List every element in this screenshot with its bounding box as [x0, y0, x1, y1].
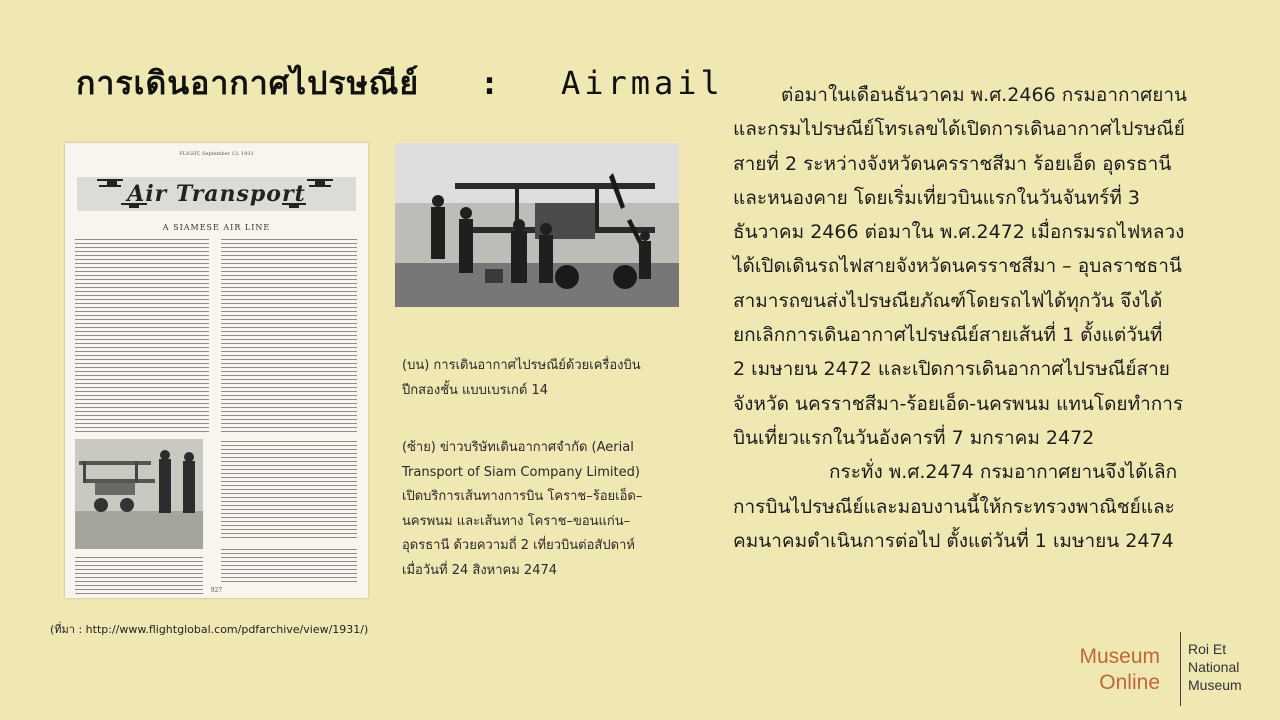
- clipping-banner: [77, 169, 356, 219]
- clipping-header: FLIGHT, September 13, 1931: [179, 151, 254, 157]
- body-line: ธันวาคม 2466 ต่อมาใน พ.ศ.2472 เมื่อกรมรถไฟหลวง: [733, 221, 1185, 244]
- clipping-text-column-right: [221, 237, 357, 435]
- body-line: คมนาคมดำเนินการต่อไป ตั้งแต่วันที่ 1 เมษายน 2474: [733, 529, 1174, 552]
- museum-online-logo: [1070, 630, 1270, 710]
- body-line: กระทั่ง พ.ศ.2474 กรมอากาศยานจึงได้เลิก: [829, 461, 1178, 484]
- caption-top-line: (บน) การเดินอากาศไปรษณีย์ด้วยเครื่องบิน: [402, 358, 641, 373]
- logo-divider: [1180, 632, 1181, 706]
- logo-sub-line: National: [1188, 659, 1240, 675]
- body-line: ยกเลิกการเดินอากาศไปรษณีย์สายเส้นที่ 1 ตั้งแต่วันที่: [733, 324, 1163, 347]
- body-line: สามารถขนส่งไปรษณียภัณฑ์โดยรถไฟได้ทุกวัน จึงได้: [733, 289, 1163, 312]
- source-citation: (ที่มา : http://www.flightglobal.com/pdfarchive/view/1931/): [50, 623, 369, 636]
- caption-left-line: เมื่อวันที่ 24 สิงหาคม 2474: [402, 562, 558, 578]
- body-paragraph-2: [733, 455, 1198, 558]
- caption-top-line: ปีกสองชั้น แบบเบรเกต์ 14: [402, 382, 549, 398]
- clipping-banner-text: Air Transport: [127, 181, 306, 207]
- body-line: การบินไปรษณีย์และมอบงานนี้ให้กระทรวงพาณิชย์และ: [733, 495, 1175, 518]
- clipping-subheading: A SIAMESE AIR LINE: [162, 223, 271, 232]
- caption-top-photo: [402, 354, 702, 403]
- logo-sub-text: [1188, 640, 1242, 694]
- body-line: 2 เมษายน 2472 และเปิดการเดินอากาศไปรษณีย์สาย: [733, 358, 1170, 381]
- caption-left-clipping: [402, 436, 702, 583]
- body-line: และกรมไปรษณีย์โทรเลขได้เปิดการเดินอากาศไปรษณีย์: [733, 118, 1185, 141]
- logo-main-line: Online: [1099, 671, 1160, 694]
- newspaper-clipping-image: [65, 143, 368, 598]
- body-line: และหนองคาย โดยเริ่มเที่ยวบินแรกในวันจันทร์ที่ 3: [733, 186, 1140, 209]
- breguet-biplane-photo: [395, 143, 679, 307]
- clipping-photo-caption: [221, 439, 357, 539]
- title-separator: :: [479, 64, 501, 102]
- logo-main-line: Museum: [1079, 645, 1160, 668]
- body-line: บินเที่ยวแรกในวันอังคารที่ 7 มกราคม 2472: [733, 426, 1095, 449]
- logo-main-text: [1079, 644, 1160, 696]
- caption-left-line: (ซ้าย) ข่าวบริษัทเดินอากาศจำกัด (Aerial: [402, 440, 634, 455]
- body-paragraph-1: [733, 78, 1198, 455]
- body-line: จังหวัด นครราชสีมา-ร้อยเอ็ด-นครพนม แทนโดยทำการ: [733, 392, 1184, 415]
- clipping-text-bottom: [221, 547, 357, 583]
- body-line: ได้เปิดเดินรถไฟสายจังหวัดนครราชสีมา – อุบลราชธานี: [733, 255, 1182, 278]
- title-thai: การเดินอากาศไปรษณีย์: [76, 64, 420, 102]
- slide-title: [76, 58, 724, 109]
- body-line: สายที่ 2 ระหว่างจังหวัดนครราชสีมา ร้อยเอ็ด อุดรธานี: [733, 152, 1172, 175]
- logo-sub-line: Museum: [1188, 677, 1242, 693]
- logo-sub-line: Roi Et: [1188, 641, 1227, 657]
- caption-left-line: อุดรธานี ด้วยความถี่ 2 เที่ยวบินต่อสัปดาห์: [402, 538, 635, 553]
- clipping-page-number: 927: [210, 587, 223, 594]
- caption-left-line: นครพนม และเส้นทาง โคราช–ขอนแก่น–: [402, 513, 631, 529]
- body-line: ต่อมาในเดือนธันวาคม พ.ศ.2466 กรมอากาศยาน: [781, 84, 1188, 106]
- title-english: Airmail: [560, 64, 724, 102]
- body-text: [733, 78, 1198, 558]
- clipping-text-column-left: [75, 237, 209, 435]
- clipping-airplane-photo: [75, 439, 203, 598]
- caption-left-line: Transport of Siam Company Limited): [402, 464, 640, 480]
- caption-left-line: เปิดบริการเส้นทางการบิน โคราช–ร้อยเอ็ด–: [402, 489, 643, 504]
